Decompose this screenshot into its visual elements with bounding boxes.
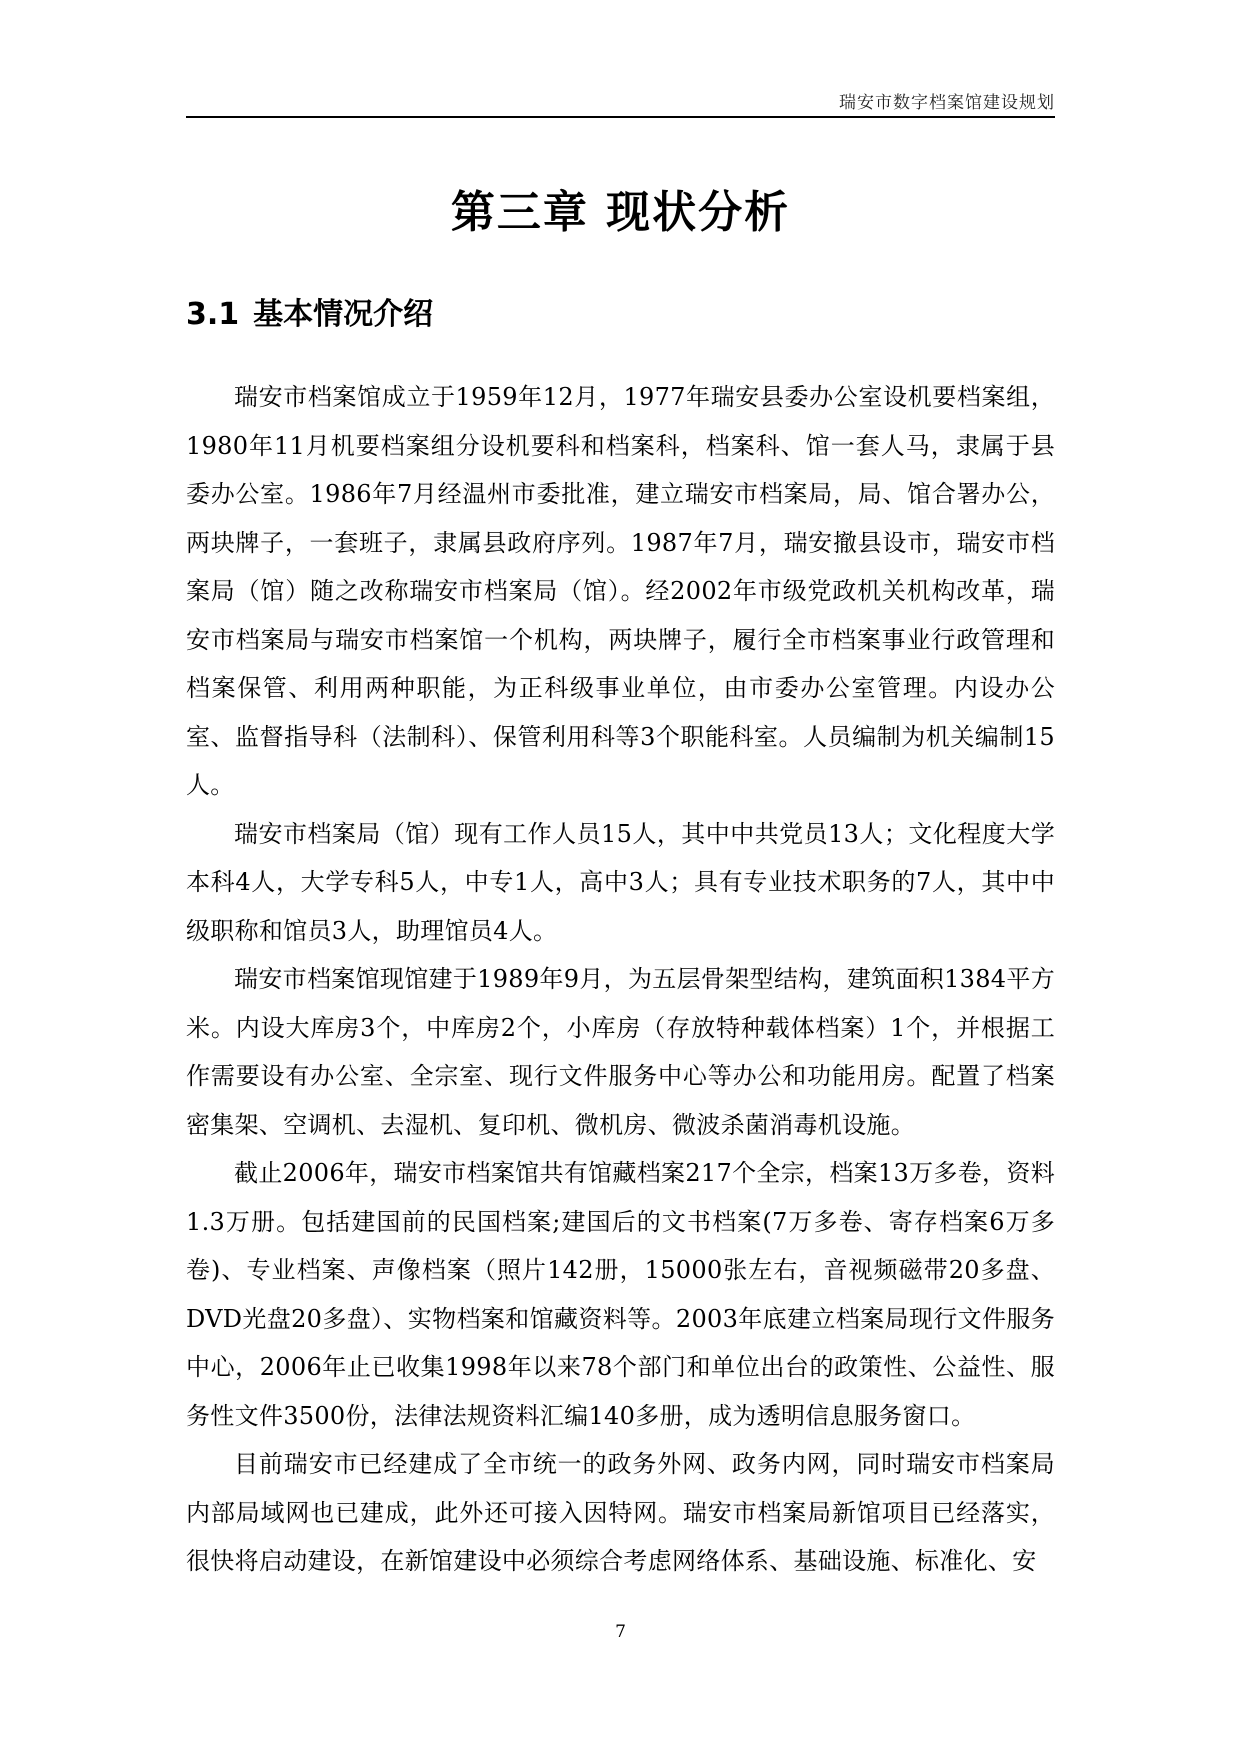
page-header [186, 86, 1055, 118]
paragraph: 瑞安市档案馆成立于1959年12月，1977年瑞安县委办公室设机要档案组，1980年11月机要档案组分设机要科和档案科，档案科、馆一套人马，隶属于县委办公室。1986年7月经温州市委批准，建立瑞安市档案局，局、馆合署办公，两块牌子，一套班子，隶属县政府序列。1987年7月，瑞安撤县设市，瑞安市档案局（馆）随之改称瑞安市档案局（馆）。经2002年市级党政机关机构改革，瑞安市档案局与瑞安市档案馆一个机构，两块牌子，履行全市档案事业行政管理和档案保管、利用两种职能，为正科级事业单位，由市委办公室管理。内设办公室、监督指导科（法制科）、保管利用科等3个职能科室。人员编制为机关编制15人。 [186, 383, 1055, 799]
body-text [186, 373, 1055, 1586]
paragraph: 截止2006年，瑞安市档案馆共有馆藏档案217个全宗，档案13万多卷，资料1.3万册。包括建国前的民国档案;建国后的文书档案(7万多卷、寄存档案6万多卷)、专业档案、声像档案（照片142册，15000张左右，音视频磁带20多盘、DVD光盘20多盘）、实物档案和馆藏资料等。2003年底建立档案局现行文件服务中心，2006年止已收集1998年以来78个部门和单位出台的政策性、公益性、服务性文件3500份，法律法规资料汇编140多册，成为透明信息服务窗口。 [186, 1159, 1055, 1430]
paragraph: 瑞安市档案馆现馆建于1989年9月，为五层骨架型结构，建筑面积1384平方米。内设大库房3个，中库房2个，小库房（存放特种载体档案）1个，并根据工作需要设有办公室、全宗室、现行文件服务中心等办公和功能用房。配置了档案密集架、空调机、去湿机、复印机、微机房、微波杀菌消毒机设施。 [186, 965, 1055, 1139]
running-title: 瑞安市数字档案馆建设规划 [839, 93, 1055, 113]
page-number: 7 [615, 1622, 626, 1642]
chapter-title: 第三章 现状分析 [450, 187, 791, 238]
paragraph: 目前瑞安市已经建成了全市统一的政务外网、政务内网，同时瑞安市档案局内部局域网也已建成，此外还可接入因特网。瑞安市档案局新馆项目已经落实，很快将启动建设，在新馆建设中必须综合考虑网络体系、基础设施、标准化、安 [186, 1450, 1055, 1575]
paragraph: 瑞安市档案局（馆）现有工作人员15人，其中中共党员13人；文化程度大学本科4人，大学专科5人，中专1人，高中3人；具有专业技术职务的7人，其中中级职称和馆员3人，助理馆员4人。 [186, 819, 1055, 945]
section-heading [186, 297, 433, 333]
section-number: 3.1 [186, 297, 240, 332]
section-title: 基本情况介绍 [253, 297, 434, 332]
